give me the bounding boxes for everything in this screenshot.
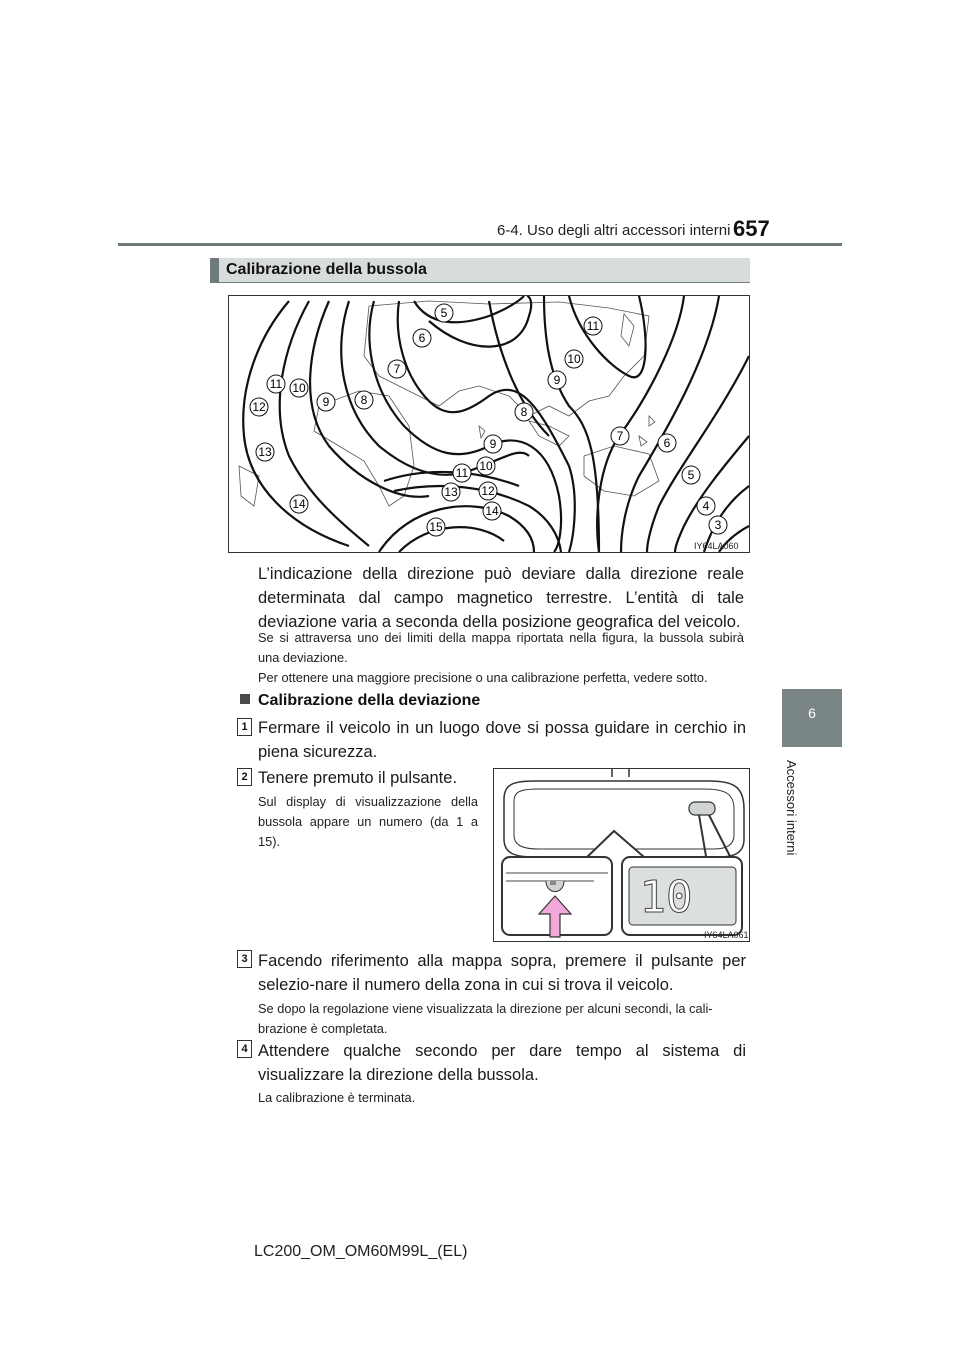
zone-label-text: 12 [252,400,266,414]
zone-label-text: 3 [714,518,722,532]
compass-display-value: 10 [639,872,693,923]
zone-label [682,466,700,484]
zone-label [435,304,453,322]
zone-label [484,435,502,453]
zone-label-text: 11 [455,466,469,480]
step-number-1: 1 [237,718,252,736]
zone-label [427,518,445,536]
zone-label-text: 13 [444,485,458,499]
zone-label [388,360,406,378]
zone-label-text: 5 [440,306,448,320]
step-2-note: Sul display di visualizzazione della bussola appare un numero (da 1 a 15). [258,794,478,849]
zone-label [413,329,431,347]
zone-label [477,457,495,475]
zone-label [548,371,566,389]
zone-label-text: 9 [489,437,497,451]
compass-zone-map-drawing [229,296,749,552]
zone-label-text: 10 [567,352,581,366]
chapter-side-label-text: Accessori interni [784,760,799,856]
zone-label [658,434,676,452]
step-3-text: Facendo riferimento alla mappa sopra, premere il pulsante per selezio-nare il numero della zona in cui si trova il veicolo. [258,952,746,994]
zone-label-text: 10 [479,459,493,473]
rearview-mirror-figure [493,768,750,942]
zone-label-text: 9 [553,373,561,387]
step-number-2: 2 [237,768,252,786]
zone-label-text: 6 [418,331,426,345]
zone-label [697,497,715,515]
zone-label-text: 14 [292,497,306,511]
zone-label-text: 8 [520,405,528,419]
map-figure-code: IY64LA060 [694,541,739,551]
zone-label [565,350,583,368]
chapter-tab-number: 6 [808,705,816,721]
step-4-text: Attendere qualche secondo per dare tempo al sistema di visualizzare la direzione della bussola. [258,1042,746,1084]
subsection-heading [240,692,480,710]
zone-label-text: 6 [663,436,671,450]
chapter-side-label [784,760,812,960]
zone-label-text: 5 [687,468,695,482]
zone-label [355,391,373,409]
zone-label [453,464,471,482]
step-3-note: Se dopo la regolazione viene visualizzata la direzione per alcuni secondi, la cali-brazione è completata. [258,1001,713,1036]
subsection-title: Calibrazione della deviazione [258,692,481,709]
square-bullet-icon [240,694,250,704]
zone-label [250,398,268,416]
zone-label [317,393,335,411]
zone-label [584,317,602,335]
zone-label-text: 13 [258,445,272,459]
zone-label-text: 9 [322,395,330,409]
header-divider [118,243,842,246]
zone-label-text: 14 [485,504,499,518]
zone-label [483,502,501,520]
zone-label-text: 11 [269,377,283,391]
zone-label [290,495,308,513]
zone-label [611,427,629,445]
chapter-title: 6-4. Uso degli altri accessori interni [497,222,731,239]
zone-label [709,516,727,534]
intro-note-line: Per ottenere una maggiore precisione o una calibrazione perfetta, vedere sotto. [258,670,708,685]
zone-label [267,375,285,393]
intro-note-line: Se si attraversa uno dei limiti della mappa riportata nella figura, la bussola subirà [258,630,744,645]
manual-code-footer: LC200_OM_OM60M99L_(EL) [254,1243,468,1260]
mirror-button-shape [689,802,715,815]
zone-label [515,403,533,421]
step-1-text: Fermare il veicolo in un luogo dove si possa guidare in cerchio in piena sicurezza. [258,719,746,761]
zone-label-text: 12 [481,484,495,498]
zone-label [290,379,308,397]
compass-zone-map [228,295,750,553]
mirror-figure-code: IY64LA061 [704,930,749,940]
section-heading-accent [210,258,219,282]
zone-label-text: 7 [393,362,401,376]
zone-label-text: 10 [292,381,306,395]
zone-label [479,482,497,500]
zone-label-text: 8 [360,393,368,407]
intro-paragraph: L’indicazione della direzione può deviare dalla direzione reale determinata dal campo magnetico terrestre. L’entità di tale deviazione varia a seconda della posizione geografica del veicolo. [258,565,744,631]
zone-label-text: 15 [429,520,443,534]
zone-label [256,443,274,461]
page-number: 657 [733,216,770,241]
intro-note-line: una deviazione. [258,650,348,665]
zone-label-text: 11 [586,319,600,333]
section-title: Calibrazione della bussola [226,261,427,278]
zone-label-text: 7 [616,429,624,443]
zone-label [442,483,460,501]
section-underline [210,282,750,283]
step-number-4: 4 [237,1040,252,1058]
zone-label-text: 4 [702,499,710,513]
rearview-mirror-drawing [494,769,749,941]
step-number-3: 3 [237,950,252,968]
step-2-text: Tenere premuto il pulsante. [258,769,458,787]
step-4-note: La calibrazione è terminata. [258,1090,416,1105]
